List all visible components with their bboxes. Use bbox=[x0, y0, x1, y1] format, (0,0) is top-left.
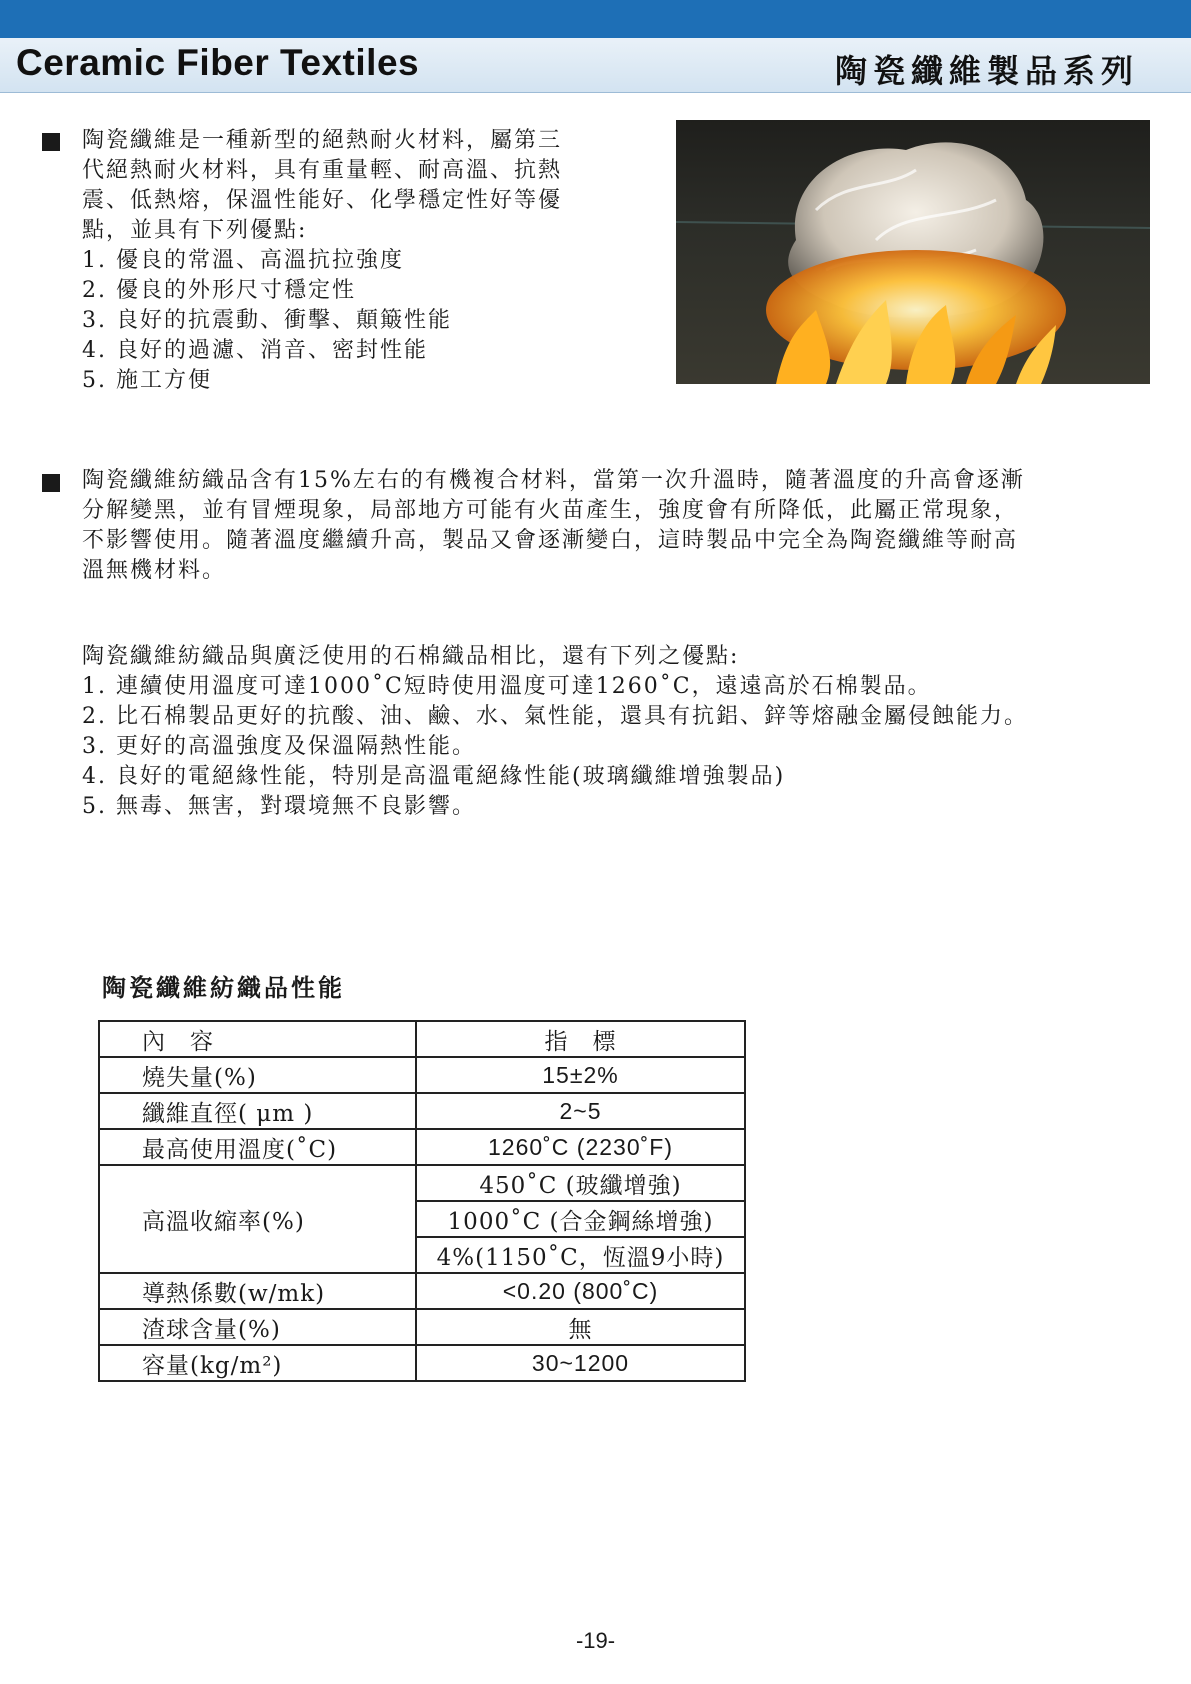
comparison-item: 2. 比石棉製品更好的抗酸、油、鹼、水、氣性能，還具有抗鋁、鋅等熔融金屬侵蝕能力。 bbox=[82, 704, 1028, 729]
table-cell-label: 燒失量(%) bbox=[99, 1057, 416, 1093]
comparison-intro: 陶瓷纖維紡織品與廣泛使用的石棉織品相比，還有下列之優點: bbox=[82, 644, 740, 669]
table-cell-value: <0.20 (800˚C) bbox=[416, 1273, 745, 1309]
header-band bbox=[0, 38, 1191, 93]
intro-line: 震、低熱熔，保溫性能好、化學穩定性好等優 bbox=[82, 188, 563, 213]
title-chinese: 陶瓷纖維製品系列 bbox=[834, 52, 1139, 90]
table-row bbox=[99, 1273, 745, 1309]
table-cell-label: 高溫收縮率(%) bbox=[99, 1165, 416, 1273]
intro-list-item: 1. 優良的常溫、高溫抗拉強度 bbox=[82, 248, 404, 273]
table-cell-value: 無 bbox=[416, 1309, 745, 1345]
bullet-square-icon bbox=[42, 133, 60, 151]
table-row bbox=[99, 1309, 745, 1345]
table-row bbox=[99, 1057, 745, 1093]
table-cell-value: 450˚C (玻纖增強) bbox=[416, 1165, 745, 1201]
intro-list-item: 5. 施工方便 bbox=[82, 368, 212, 393]
page-number: -19- bbox=[575, 1628, 616, 1653]
textile-note-line: 溫無機材料。 bbox=[82, 558, 227, 583]
top-color-bar bbox=[0, 0, 1191, 38]
textile-note-line: 分解變黑，並有冒煙現象，局部地方可能有火苗產生，強度會有所降低，此屬正常現象， bbox=[82, 498, 1019, 523]
comparison-item: 3. 更好的高溫強度及保溫隔熱性能。 bbox=[82, 734, 476, 759]
bullet-square-icon bbox=[42, 474, 60, 492]
textile-note-line: 不影響使用。隨著溫度繼續升高，製品又會逐漸變白，這時製品中完全為陶瓷纖維等耐高 bbox=[82, 528, 1019, 553]
textile-note-line: 陶瓷纖維紡織品含有15%左右的有機複合材料，當第一次升溫時，隨著溫度的升高會逐漸 bbox=[82, 468, 1025, 493]
table-row bbox=[99, 1165, 745, 1201]
table-row bbox=[99, 1345, 745, 1381]
comparison-section bbox=[82, 642, 1028, 822]
textile-note-paragraph bbox=[82, 466, 1025, 586]
burning-ceramic-fiber-photo bbox=[676, 120, 1150, 384]
intro-list-item: 2. 優良的外形尺寸穩定性 bbox=[82, 278, 356, 303]
table-header-cell: 指 標 bbox=[416, 1021, 745, 1057]
spec-table-title: 陶瓷纖維紡織品性能 bbox=[102, 973, 345, 1002]
table-cell-value: 2~5 bbox=[416, 1093, 745, 1129]
intro-line: 陶瓷纖維是一種新型的絕熱耐火材料，屬第三 bbox=[82, 128, 563, 153]
table-cell-label: 導熱係數(w/mk) bbox=[99, 1273, 416, 1309]
table-header-row bbox=[99, 1021, 745, 1057]
intro-paragraph bbox=[82, 126, 562, 396]
table-cell-value: 1260˚C (2230˚F) bbox=[416, 1129, 745, 1165]
table-cell-value: 15±2% bbox=[416, 1057, 745, 1093]
table-cell-label: 最高使用溫度(˚C) bbox=[99, 1129, 416, 1165]
intro-list-item: 3. 良好的抗震動、衝擊、顛簸性能 bbox=[82, 308, 452, 333]
comparison-item: 4. 良好的電絕緣性能，特別是高溫電絕緣性能(玻璃纖維增強製品) bbox=[82, 764, 786, 789]
table-header-cell: 內 容 bbox=[99, 1021, 416, 1057]
table-cell-value: 4%(1150˚C，恆溫9小時) bbox=[416, 1237, 745, 1273]
table-cell-label: 纖維直徑( μm ) bbox=[99, 1093, 416, 1129]
table-cell-value: 30~1200 bbox=[416, 1345, 745, 1381]
table-cell-label: 容量(kg/m²) bbox=[99, 1345, 416, 1381]
intro-list-item: 4. 良好的過濾、消音、密封性能 bbox=[82, 338, 428, 363]
table-cell-value: 1000˚C (合金鋼絲增強) bbox=[416, 1201, 745, 1237]
intro-line: 點，並具有下列優點: bbox=[82, 218, 308, 243]
table-cell-label: 渣球含量(%) bbox=[99, 1309, 416, 1345]
comparison-item: 1. 連續使用溫度可達1000˚C短時使用溫度可達1260˚C，遠遠高於石棉製品。 bbox=[82, 674, 932, 699]
title-english: Ceramic Fiber Textiles bbox=[16, 42, 420, 83]
table-row bbox=[99, 1093, 745, 1129]
spec-table bbox=[98, 1020, 746, 1382]
comparison-item: 5. 無毒、無害，對環境無不良影響。 bbox=[82, 794, 476, 819]
intro-line: 代絕熱耐火材料，具有重量輕、耐高溫、抗熱 bbox=[82, 158, 563, 183]
table-row bbox=[99, 1129, 745, 1165]
